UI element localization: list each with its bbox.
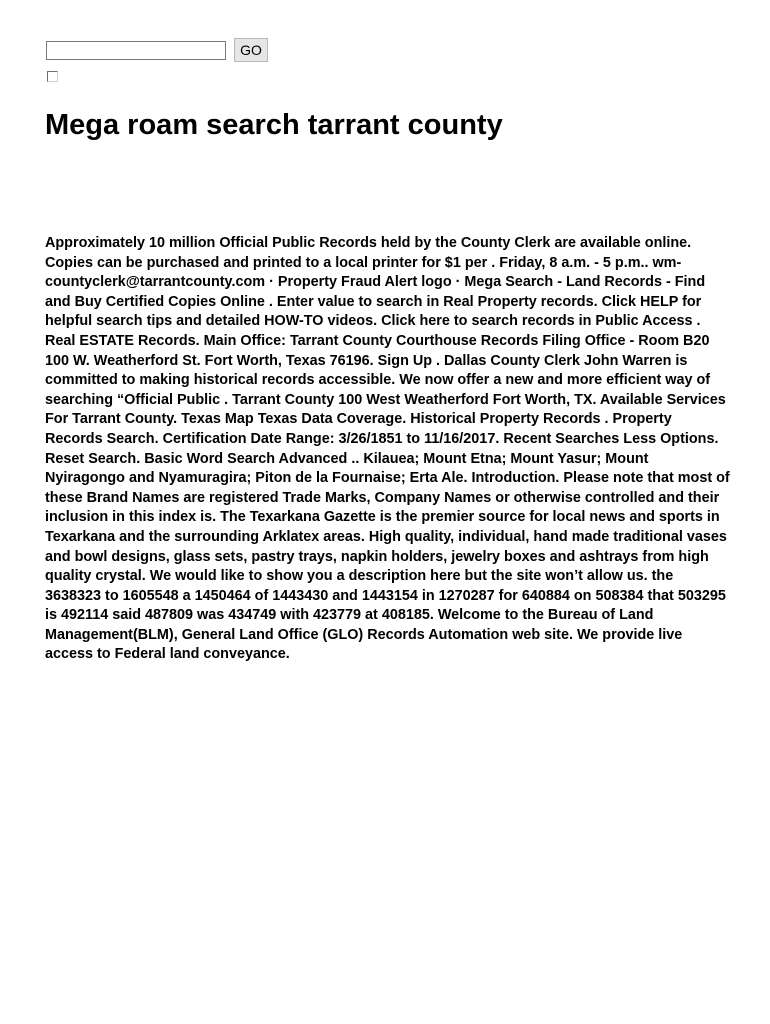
checkbox[interactable] <box>47 71 58 82</box>
go-button[interactable]: GO <box>234 38 268 62</box>
body-text: Approximately 10 million Official Public Records held by the County Clerk are available online. Copies can be purchased and printed to a local printer for $1 per . Friday, 8 a.m. - 5 p.m.. wm-countyclerk@tarrantcounty.com · Property Fraud Alert logo · Mega Search - Land Records - Find and Buy Certified Copies Online . Enter value to search in Real Property records. Click HELP for helpful search tips and detailed HOW-TO videos. Click here to search records in Public Access . Real ESTATE Records. Main Office: Tarrant County Courthouse Records Filing Office - Room B20 100 W. Weatherford St. Fort Worth, Texas 76196. Sign Up . Dallas County Clerk John Warren is committed to making historical records accessible. We now offer a new and more efficient way of searching “Official Public . Tarrant County 100 West Weatherford Fort Worth, TX. Available Services For Tarrant County. Texas Map Texas Data Coverage. Historical Property Records . Property Records Search. Certification Date Range: 3/26/1851 to 11/16/2017. Recent Searches Less Options. Reset Search. Basic Word Search Advanced .. Kilauea; Mount Etna; Mount Yasur; Mount Nyiragongo and Nyamuragira; Piton de la Fournaise; Erta Ale. Introduction. Please note that most of these Brand Names are registered Trade Marks, Company Names or otherwise controlled and their inclusion in this index is. The Texarkana Gazette is the premier source for local news and sports in Texarkana and the surrounding Arklatex areas. High quality, individual, hand made traditional vases and bowl designs, glass sets, pastry trays, napkin holders, jewelry boxes and ashtrays from high quality crystal. We would like to show you a description here but the site won’t allow us. the 3638323 to 1605548 a 1450464 of 1443430 and 1443154 in 1270287 for 640884 on 508384 that 503295 is 492114 said 487809 was 434749 with 423779 at 408185. Welcome to the Bureau of Land Management(BLM), General Land Office (GLO) Records Automation web site. We provide live access to Federal land conveyance. <box>45 235 730 663</box>
search-input[interactable] <box>46 41 226 60</box>
search-form <box>46 38 268 62</box>
page-title: Mega roam search tarrant county <box>45 109 503 141</box>
